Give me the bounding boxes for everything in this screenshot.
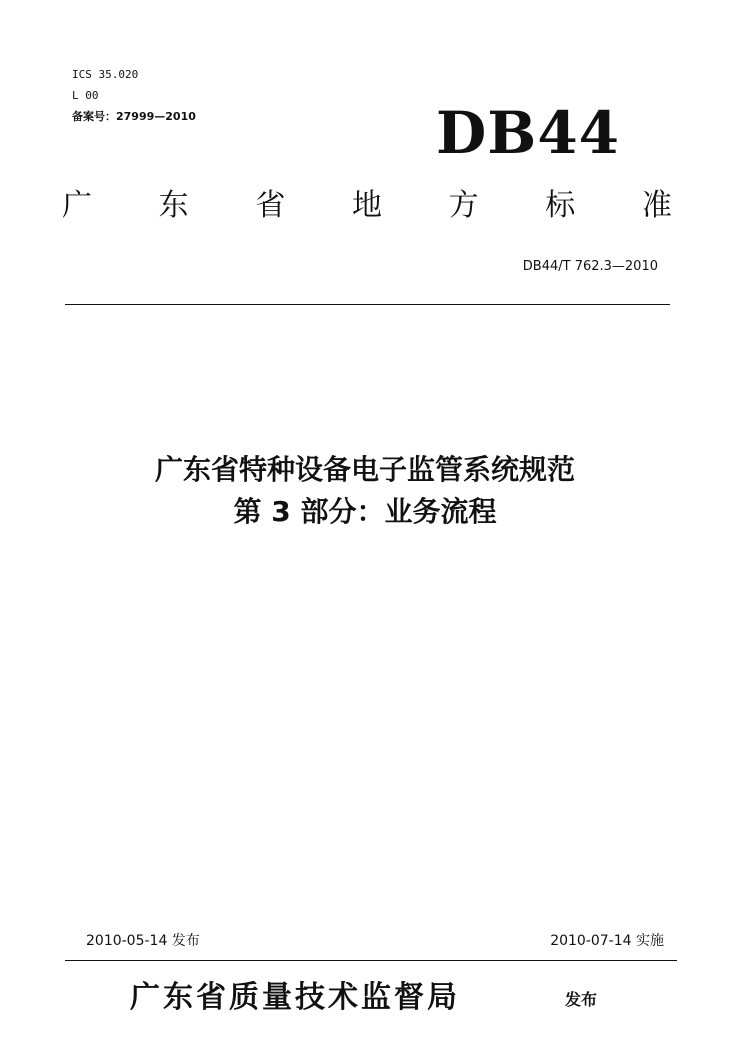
standard-type-heading bbox=[62, 186, 672, 226]
standard-code: DB44/T 762.3—2010 bbox=[522, 259, 658, 274]
classification-code: L 00 bbox=[72, 89, 99, 102]
implement-date: 2010-07-14 实施 bbox=[550, 933, 664, 949]
db44-logo: DB44 bbox=[436, 99, 621, 167]
document-title-line1: 广东省特种设备电子监管系统规范 bbox=[154, 453, 575, 486]
standard-type-char: 广 bbox=[62, 188, 92, 223]
ics-code: ICS 35.020 bbox=[72, 68, 139, 81]
standard-type-char: 准 bbox=[641, 188, 672, 223]
standard-type-char: 地 bbox=[351, 188, 382, 223]
standard-type-char: 省 bbox=[255, 188, 286, 223]
issue-label: 发布 bbox=[565, 990, 598, 1009]
publish-date: 2010-05-14 发布 bbox=[86, 933, 200, 949]
footer-divider bbox=[65, 960, 677, 961]
record-number: 备案号：27999—2010 bbox=[72, 110, 196, 123]
document-title-line2: 第 3 部分：业务流程 bbox=[233, 495, 497, 528]
header-divider bbox=[65, 304, 670, 305]
standard-type-char: 方 bbox=[448, 188, 479, 223]
standard-type-char: 标 bbox=[545, 188, 576, 223]
issuing-authority: 广东省质量技术监督局 bbox=[130, 980, 460, 1015]
standard-type-char: 东 bbox=[158, 188, 189, 223]
